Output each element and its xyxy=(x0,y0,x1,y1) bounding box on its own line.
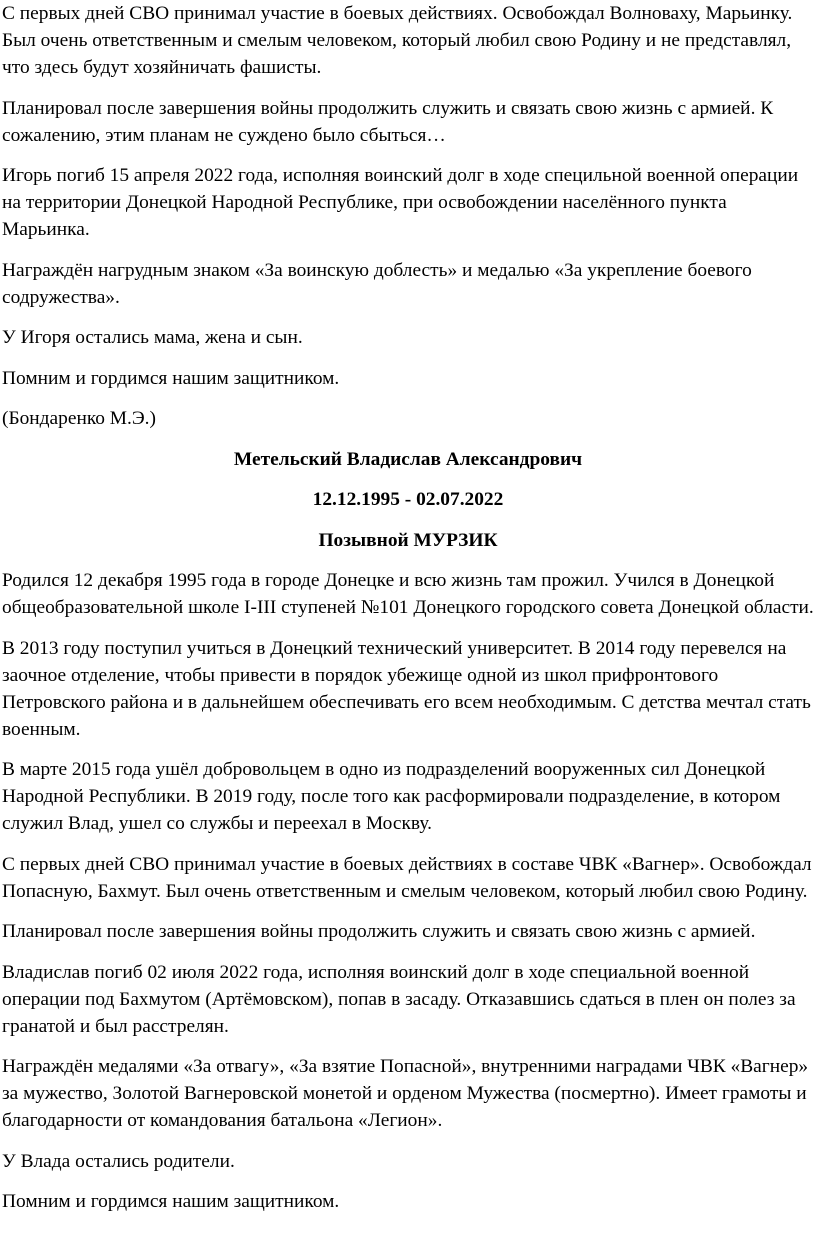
paragraph-author: (Бондаренко М.Э.) xyxy=(2,408,156,429)
paragraph-plans-2: Планировал после завершения войны продолжить служить и связать свою жизнь с армией. xyxy=(2,921,756,942)
paragraph-remembrance: Помним и гордимся нашим защитником. xyxy=(2,367,340,389)
paragraph-remembrance-2: Помним и гордимся нашим защитником. xyxy=(2,1191,340,1212)
paragraph-svo-participation: С первых дней СВО принимал участие в боевых действиях. Освобождал Волноваху, Марьинку. Был очень ответственным и смелым человеком, который любил свою Родину и не представлял, что здесь будут хозяйничать фашисты. xyxy=(2,3,793,78)
paragraph-education: В 2013 году поступил учиться в Донецкий технический университет. В 2014 году перевелся на заочное отделение, чтобы привести в порядок убежище одной из школ прифронтового Петровского района и в дальнейшем обеспечивать его всем необходимым. С детства мечтал стать военным. xyxy=(2,637,811,740)
paragraph-family-2: У Влада остались родители. xyxy=(2,1150,235,1172)
paragraph-service: В марте 2015 года ушёл добровольцем в одно из подразделений вооруженных сил Донецкой Народной Республики. В 2019 году, после того как расформировали подразделение, в котором служил Влад, ушел со службы и переехал в Москву. xyxy=(2,759,781,834)
paragraph-awards-2: Награждён медалями «За отвагу», «За взятие Попасной», внутренними наградами ЧВК «Вагнер» за мужество, Золотой Вагнеровской монетой и орденом Мужества (посмертно). Имеет грамоты и благодарности от командования батальона «Легион». xyxy=(2,1056,809,1131)
profile-name: Метельский Владислав Александрович xyxy=(233,448,583,470)
profile-callsign: Позывной МУРЗИК xyxy=(318,529,498,551)
profile-dates: 12.12.1995 - 02.07.2022 xyxy=(312,489,504,510)
paragraph-family: У Игоря остались мама, жена и сын. xyxy=(2,327,303,348)
paragraph-death: Игорь погиб 15 апреля 2022 года, исполняя воинский долг в ходе специльной военной операции на территории Донецкой Народной Республике, при освобождении населённого пункта Марьинка. xyxy=(2,165,799,240)
paragraph-svo-participation-2: С первых дней СВО принимал участие в боевых действиях в составе ЧВК «Вагнер». Освобождал Попасную, Бахмут. Был очень ответственным и смелым человеком, который любил свою Родину. xyxy=(2,853,812,902)
paragraph-death-2: Владислав погиб 02 июля 2022 года, исполняя воинский долг в ходе специальной военной операции под Бахмутом (Артёмовском), попав в засаду. Отказавшись сдаться в плен он полез за гранатой и был расстрелян. xyxy=(2,961,796,1037)
paragraph-plans: Планировал после завершения войны продолжить служить и связать свою жизнь с армией. К сожалению, этим планам не суждено было сбыться… xyxy=(2,97,774,146)
paragraph-birth: Родился 12 декабря 1995 года в городе Донецке и всю жизнь там прожил. Учился в Донецкой общеобразовательной школе I-III ступеней №101 Донецкого городского совета Донецкой области. xyxy=(2,570,814,618)
paragraph-awards: Награждён нагрудным знаком «За воинскую доблесть» и медалью «За укрепление боевого содружества». xyxy=(2,259,752,308)
